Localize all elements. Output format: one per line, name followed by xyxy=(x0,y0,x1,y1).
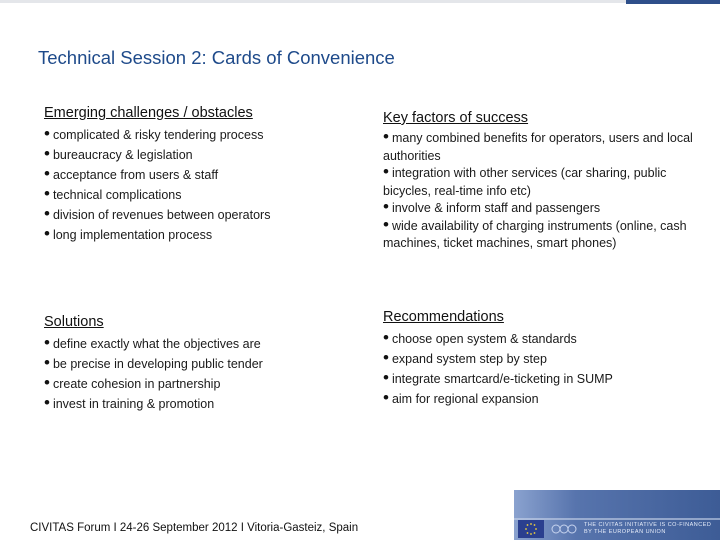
bullet-icon: • xyxy=(44,164,50,183)
challenges-heading: Emerging challenges / obstacles xyxy=(44,105,253,121)
list-item-text: invest in training & promotion xyxy=(52,397,215,411)
banner-rule xyxy=(514,518,720,520)
slide-title: Technical Session 2: Cards of Convenience xyxy=(38,47,395,68)
bullet-icon: • xyxy=(44,333,50,352)
list-item xyxy=(44,165,354,185)
list-item-text: aim for regional expansion xyxy=(391,392,539,406)
bullet-icon: • xyxy=(44,184,50,203)
bullet-icon: • xyxy=(44,124,50,143)
civitas-logo-icon xyxy=(550,523,578,535)
bullet-icon: • xyxy=(44,224,50,243)
list-item xyxy=(44,145,354,165)
list-item xyxy=(383,197,713,218)
bullet-icon: • xyxy=(383,328,389,347)
top-rule xyxy=(0,0,720,3)
bullet-icon: • xyxy=(383,348,389,367)
bullet-icon: • xyxy=(383,162,389,181)
eu-flag-icon xyxy=(518,520,544,538)
list-item-text: involve & inform staff and passengers xyxy=(391,201,601,215)
list-item xyxy=(44,225,354,245)
bullet-icon: • xyxy=(44,353,50,372)
recommendations-panel xyxy=(383,309,713,409)
solutions-heading: Solutions xyxy=(44,314,104,330)
list-item-text: technical complications xyxy=(52,188,182,202)
bullet-icon: • xyxy=(383,388,389,407)
list-item xyxy=(44,125,354,145)
list-item xyxy=(44,354,354,374)
list-item xyxy=(44,185,354,205)
list-item xyxy=(383,349,713,369)
list-item xyxy=(383,369,713,389)
solutions-list xyxy=(44,334,354,414)
banner-caption-line: THE CIVITAS INITIATIVE IS CO-FINANCED xyxy=(584,522,712,528)
list-item-text: choose open system & standards xyxy=(391,332,577,346)
list-item xyxy=(383,162,713,200)
key-factors-list xyxy=(383,127,713,253)
list-item-text: expand system step by step xyxy=(391,352,547,366)
list-item-text: long implementation process xyxy=(52,228,213,242)
challenges-list xyxy=(44,125,354,245)
bullet-icon: • xyxy=(44,373,50,392)
bullet-icon: • xyxy=(383,214,389,234)
recommendations-list xyxy=(383,329,713,409)
list-item-text: division of revenues between operators xyxy=(52,208,271,222)
list-item-text: create cohesion in partnership xyxy=(52,377,221,391)
list-item-text: wide availability of charging instruments (online, cash machines, ticket machines, smart phones) xyxy=(383,218,687,250)
list-item xyxy=(383,329,713,349)
list-item xyxy=(383,214,713,253)
solutions-panel xyxy=(44,314,354,414)
list-item xyxy=(44,205,354,225)
bullet-icon: • xyxy=(383,127,389,146)
list-item-text: be precise in developing public tender xyxy=(52,357,263,371)
key-factors-panel xyxy=(383,110,713,253)
list-item-text: acceptance from users & staff xyxy=(52,168,219,182)
list-item-text: integrate smartcard/e-ticketing in SUMP xyxy=(391,372,613,386)
list-item xyxy=(44,374,354,394)
list-item-text: integration with other services (car sharing, public bicycles, real-time info etc) xyxy=(383,166,667,198)
top-accent xyxy=(626,0,720,4)
list-item-text: bureaucracy & legislation xyxy=(52,148,193,162)
banner-caption-line: BY THE EUROPEAN UNION xyxy=(584,529,666,535)
list-item-text: complicated & risky tendering process xyxy=(52,128,264,142)
bullet-icon: • xyxy=(44,393,50,412)
key-factors-heading: Key factors of success xyxy=(383,110,529,126)
bullet-icon: • xyxy=(383,368,389,387)
recommendations-heading: Recommendations xyxy=(383,309,504,325)
banner-caption xyxy=(584,522,711,536)
list-item xyxy=(44,334,354,354)
list-item-text: define exactly what the objectives are xyxy=(52,337,261,351)
list-item xyxy=(383,389,713,409)
bullet-icon: • xyxy=(44,204,50,223)
bullet-icon: • xyxy=(44,144,50,163)
list-item-text: many combined benefits for operators, users and local authorities xyxy=(383,131,693,163)
footer-text: CIVITAS Forum I 24-26 September 2012 I Vitoria-Gasteiz, Spain xyxy=(30,522,359,534)
bullet-icon: • xyxy=(383,197,389,216)
civitas-banner xyxy=(514,490,720,540)
list-item xyxy=(44,394,354,414)
list-item xyxy=(383,127,713,165)
challenges-panel xyxy=(44,105,354,245)
